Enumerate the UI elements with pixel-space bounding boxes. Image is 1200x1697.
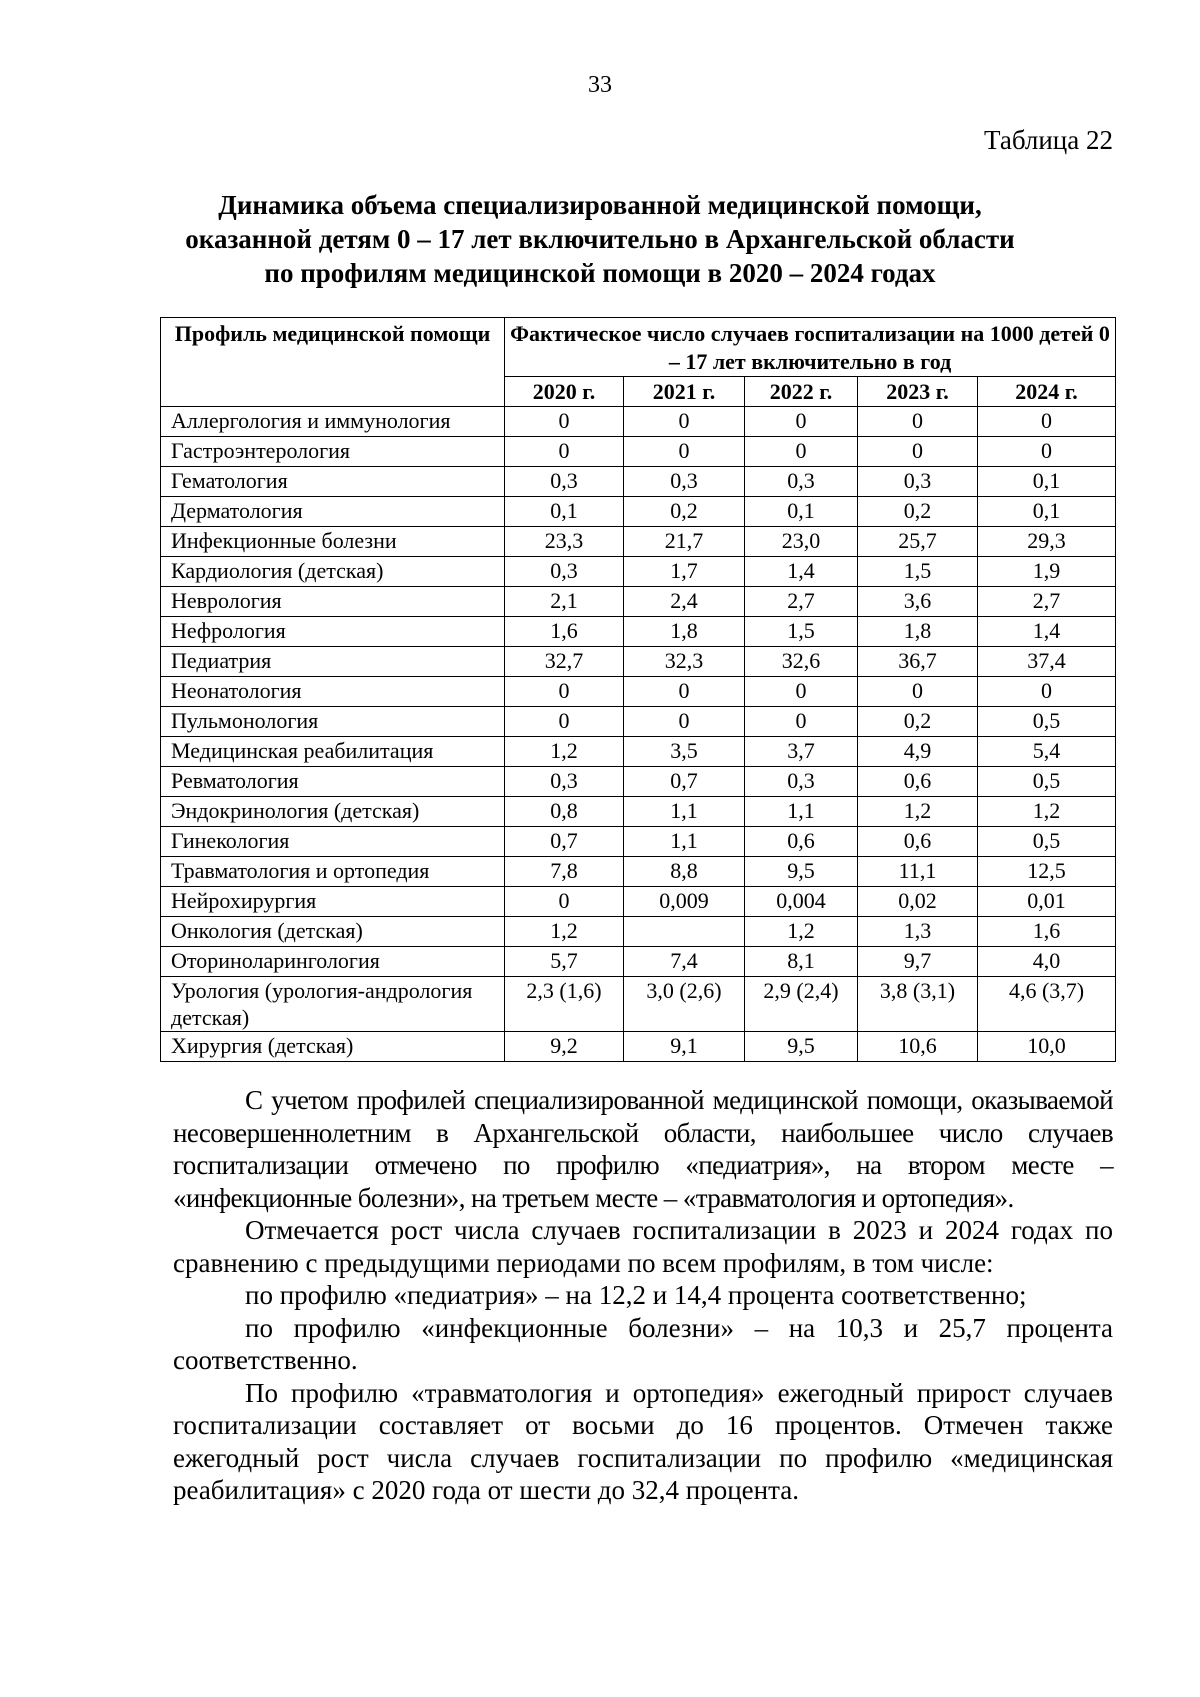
- row-value: 1,3: [858, 917, 978, 947]
- header-year: 2023 г.: [858, 377, 978, 407]
- header-year: 2022 г.: [745, 377, 858, 407]
- row-value: [624, 917, 745, 947]
- row-value: 0,01: [978, 887, 1116, 917]
- row-value: 0: [745, 707, 858, 737]
- row-profile: Урология (урология-андрология детская): [161, 977, 505, 1032]
- row-value: 1,6: [505, 617, 624, 647]
- table-row: [161, 767, 1116, 797]
- table-row: [161, 947, 1116, 977]
- row-value: 5,7: [505, 947, 624, 977]
- row-value: 1,1: [624, 827, 745, 857]
- row-value: 1,2: [505, 737, 624, 767]
- row-profile: Нефрология: [161, 617, 505, 647]
- row-value: 0: [978, 437, 1116, 467]
- row-value: 2,3 (1,6): [505, 977, 624, 1032]
- row-value: 0,7: [624, 767, 745, 797]
- row-value: 0,6: [858, 827, 978, 857]
- row-value: 3,6: [858, 587, 978, 617]
- row-value: 1,4: [978, 617, 1116, 647]
- table-body: [161, 407, 1116, 1062]
- row-value: 32,7: [505, 647, 624, 677]
- row-value: 0: [505, 887, 624, 917]
- paragraph: С учетом профилей специализированной медицинской помощи, оказываемой несовершеннолетним в Архангельской области, наибольшее число случаев госпитализации отмечено по профилю «педиатрия», на втором месте – «инфекционные болезни», на третьем месте – «травматология и ортопедия».: [173, 1085, 1113, 1213]
- row-value: 0,6: [745, 827, 858, 857]
- row-value: 1,1: [624, 797, 745, 827]
- row-value: 37,4: [978, 647, 1116, 677]
- row-value: 2,9 (2,4): [745, 977, 858, 1032]
- row-profile: Травматология и ортопедия: [161, 857, 505, 887]
- row-value: 0,1: [505, 497, 624, 527]
- row-value: 2,1: [505, 587, 624, 617]
- paragraph: по профилю «педиатрия» – на 12,2 и 14,4 процента соответственно;: [245, 1280, 1027, 1310]
- row-value: 1,1: [745, 797, 858, 827]
- row-profile: Ревматология: [161, 767, 505, 797]
- row-value: 29,3: [978, 527, 1116, 557]
- row-value: 8,8: [624, 857, 745, 887]
- row-value: 23,3: [505, 527, 624, 557]
- table-row: [161, 587, 1116, 617]
- table-label: Таблица 22: [984, 125, 1113, 155]
- row-value: 0: [505, 407, 624, 437]
- row-value: 36,7: [858, 647, 978, 677]
- table-row: [161, 437, 1116, 467]
- row-value: 0: [624, 407, 745, 437]
- row-value: 4,9: [858, 737, 978, 767]
- row-value: 0: [624, 707, 745, 737]
- row-value: 0,3: [745, 467, 858, 497]
- row-value: 0: [505, 677, 624, 707]
- row-value: 3,8 (3,1): [858, 977, 978, 1032]
- hospitalization-table: [160, 317, 1116, 1062]
- row-value: 3,5: [624, 737, 745, 767]
- table-row: [161, 527, 1116, 557]
- row-profile: Кардиология (детская): [161, 557, 505, 587]
- row-value: 1,2: [745, 917, 858, 947]
- row-profile: Онкология (детская): [161, 917, 505, 947]
- table-title-line: Динамика объема специализированной медицинской помощи,: [218, 190, 982, 220]
- header-year: 2021 г.: [624, 377, 745, 407]
- row-value: 1,2: [505, 917, 624, 947]
- table-row: [161, 467, 1116, 497]
- row-value: 2,7: [745, 587, 858, 617]
- row-value: 9,2: [505, 1032, 624, 1062]
- row-value: 0: [624, 677, 745, 707]
- row-value: 0: [624, 437, 745, 467]
- paragraph: По профилю «травматология и ортопедия» ежегодный прирост случаев госпитализации составляет от восьми до 16 процентов. Отмечен также ежегодный рост числа случаев госпитализации по профилю «медицинская реабилитация» с 2020 года от шести до 32,4 процента.: [173, 1377, 1113, 1505]
- row-value: 1,5: [745, 617, 858, 647]
- row-value: 0: [505, 707, 624, 737]
- row-value: 3,7: [745, 737, 858, 767]
- table-row: [161, 1032, 1116, 1062]
- header-year: 2024 г.: [978, 377, 1116, 407]
- row-profile: Неонатология: [161, 677, 505, 707]
- table-row: [161, 827, 1116, 857]
- page-number: 33: [588, 72, 612, 98]
- row-profile: Гематология: [161, 467, 505, 497]
- row-value: 0,5: [978, 707, 1116, 737]
- row-value: 10,0: [978, 1032, 1116, 1062]
- row-profile: Гастроэнтерология: [161, 437, 505, 467]
- row-value: 25,7: [858, 527, 978, 557]
- table-row: [161, 797, 1116, 827]
- row-value: 1,4: [745, 557, 858, 587]
- row-value: 0,5: [978, 767, 1116, 797]
- paragraph: по профилю «инфекционные болезни» – на 10,3 и 25,7 процента соответственно.: [173, 1312, 1113, 1375]
- row-profile: Педиатрия: [161, 647, 505, 677]
- row-value: 32,3: [624, 647, 745, 677]
- row-profile: Медицинская реабилитация: [161, 737, 505, 767]
- row-value: 0,3: [624, 467, 745, 497]
- table-row: [161, 677, 1116, 707]
- row-value: 9,5: [745, 857, 858, 887]
- row-value: 1,2: [978, 797, 1116, 827]
- row-value: 5,4: [978, 737, 1116, 767]
- body-text: [173, 1084, 1113, 1507]
- row-value: 0: [978, 407, 1116, 437]
- row-value: 0: [745, 677, 858, 707]
- table-title: [150, 188, 1050, 290]
- row-value: 7,4: [624, 947, 745, 977]
- table-header-row: [161, 318, 1116, 377]
- row-value: 0,1: [745, 497, 858, 527]
- row-value: 0,3: [505, 557, 624, 587]
- row-value: 0,2: [624, 497, 745, 527]
- row-value: 1,5: [858, 557, 978, 587]
- table-row: [161, 707, 1116, 737]
- row-value: 23,0: [745, 527, 858, 557]
- header-year: 2020 г.: [505, 377, 624, 407]
- row-value: 0,5: [978, 827, 1116, 857]
- table-row: [161, 917, 1116, 947]
- row-profile: Неврология: [161, 587, 505, 617]
- row-value: 0: [745, 437, 858, 467]
- row-value: 2,7: [978, 587, 1116, 617]
- row-value: 0,3: [745, 767, 858, 797]
- row-value: 1,2: [858, 797, 978, 827]
- header-group: Фактическое число случаев госпитализации на 1000 детей 0 – 17 лет включительно в год: [505, 318, 1116, 377]
- row-value: 0,009: [624, 887, 745, 917]
- row-value: 21,7: [624, 527, 745, 557]
- row-value: 0,3: [858, 467, 978, 497]
- row-value: 3,0 (2,6): [624, 977, 745, 1032]
- row-value: 0,2: [858, 707, 978, 737]
- row-profile: Гинекология: [161, 827, 505, 857]
- row-value: 9,7: [858, 947, 978, 977]
- row-value: 0: [858, 407, 978, 437]
- table-row: [161, 497, 1116, 527]
- table-row: [161, 557, 1116, 587]
- row-value: 9,5: [745, 1032, 858, 1062]
- table-title-line: по профилям медицинской помощи в 2020 – 2024 годах: [264, 258, 936, 288]
- row-profile: Хирургия (детская): [161, 1032, 505, 1062]
- row-value: 4,0: [978, 947, 1116, 977]
- row-value: 0,8: [505, 797, 624, 827]
- row-value: 0,1: [978, 467, 1116, 497]
- table-row: [161, 977, 1116, 1032]
- row-value: 0,2: [858, 497, 978, 527]
- row-value: 0: [858, 437, 978, 467]
- table-row: [161, 647, 1116, 677]
- table-row: [161, 887, 1116, 917]
- row-value: 1,6: [978, 917, 1116, 947]
- row-profile: Инфекционные болезни: [161, 527, 505, 557]
- row-profile: Дерматология: [161, 497, 505, 527]
- row-value: 0,02: [858, 887, 978, 917]
- row-value: 1,7: [624, 557, 745, 587]
- row-value: 1,8: [624, 617, 745, 647]
- paragraph: Отмечается рост числа случаев госпитализации в 2023 и 2024 годах по сравнению с предыдущими периодами по всем профилям, в том числе:: [173, 1215, 1113, 1278]
- row-value: 0: [745, 407, 858, 437]
- row-profile: Аллергология и иммунология: [161, 407, 505, 437]
- row-value: 1,9: [978, 557, 1116, 587]
- row-value: 1,8: [858, 617, 978, 647]
- row-value: 7,8: [505, 857, 624, 887]
- row-value: 2,4: [624, 587, 745, 617]
- table-row: [161, 617, 1116, 647]
- table-row: [161, 407, 1116, 437]
- row-value: 8,1: [745, 947, 858, 977]
- row-value: 10,6: [858, 1032, 978, 1062]
- table-row: [161, 857, 1116, 887]
- row-value: 0: [978, 677, 1116, 707]
- row-value: 0,6: [858, 767, 978, 797]
- row-value: 9,1: [624, 1032, 745, 1062]
- row-value: 0,7: [505, 827, 624, 857]
- row-value: 32,6: [745, 647, 858, 677]
- table-row: [161, 737, 1116, 767]
- row-value: 0,004: [745, 887, 858, 917]
- table-title-line: оказанной детям 0 – 17 лет включительно в Архангельской области: [185, 224, 1015, 254]
- row-profile: Нейрохирургия: [161, 887, 505, 917]
- row-profile: Эндокринология (детская): [161, 797, 505, 827]
- row-value: 0,1: [978, 497, 1116, 527]
- row-value: 0: [858, 677, 978, 707]
- row-profile: Оториноларингология: [161, 947, 505, 977]
- row-value: 0,3: [505, 467, 624, 497]
- row-profile: Пульмонология: [161, 707, 505, 737]
- row-value: 12,5: [978, 857, 1116, 887]
- row-value: 0: [505, 437, 624, 467]
- header-profile: Профиль медицинской помощи: [161, 318, 505, 407]
- row-value: 11,1: [858, 857, 978, 887]
- row-value: 4,6 (3,7): [978, 977, 1116, 1032]
- row-value: 0,3: [505, 767, 624, 797]
